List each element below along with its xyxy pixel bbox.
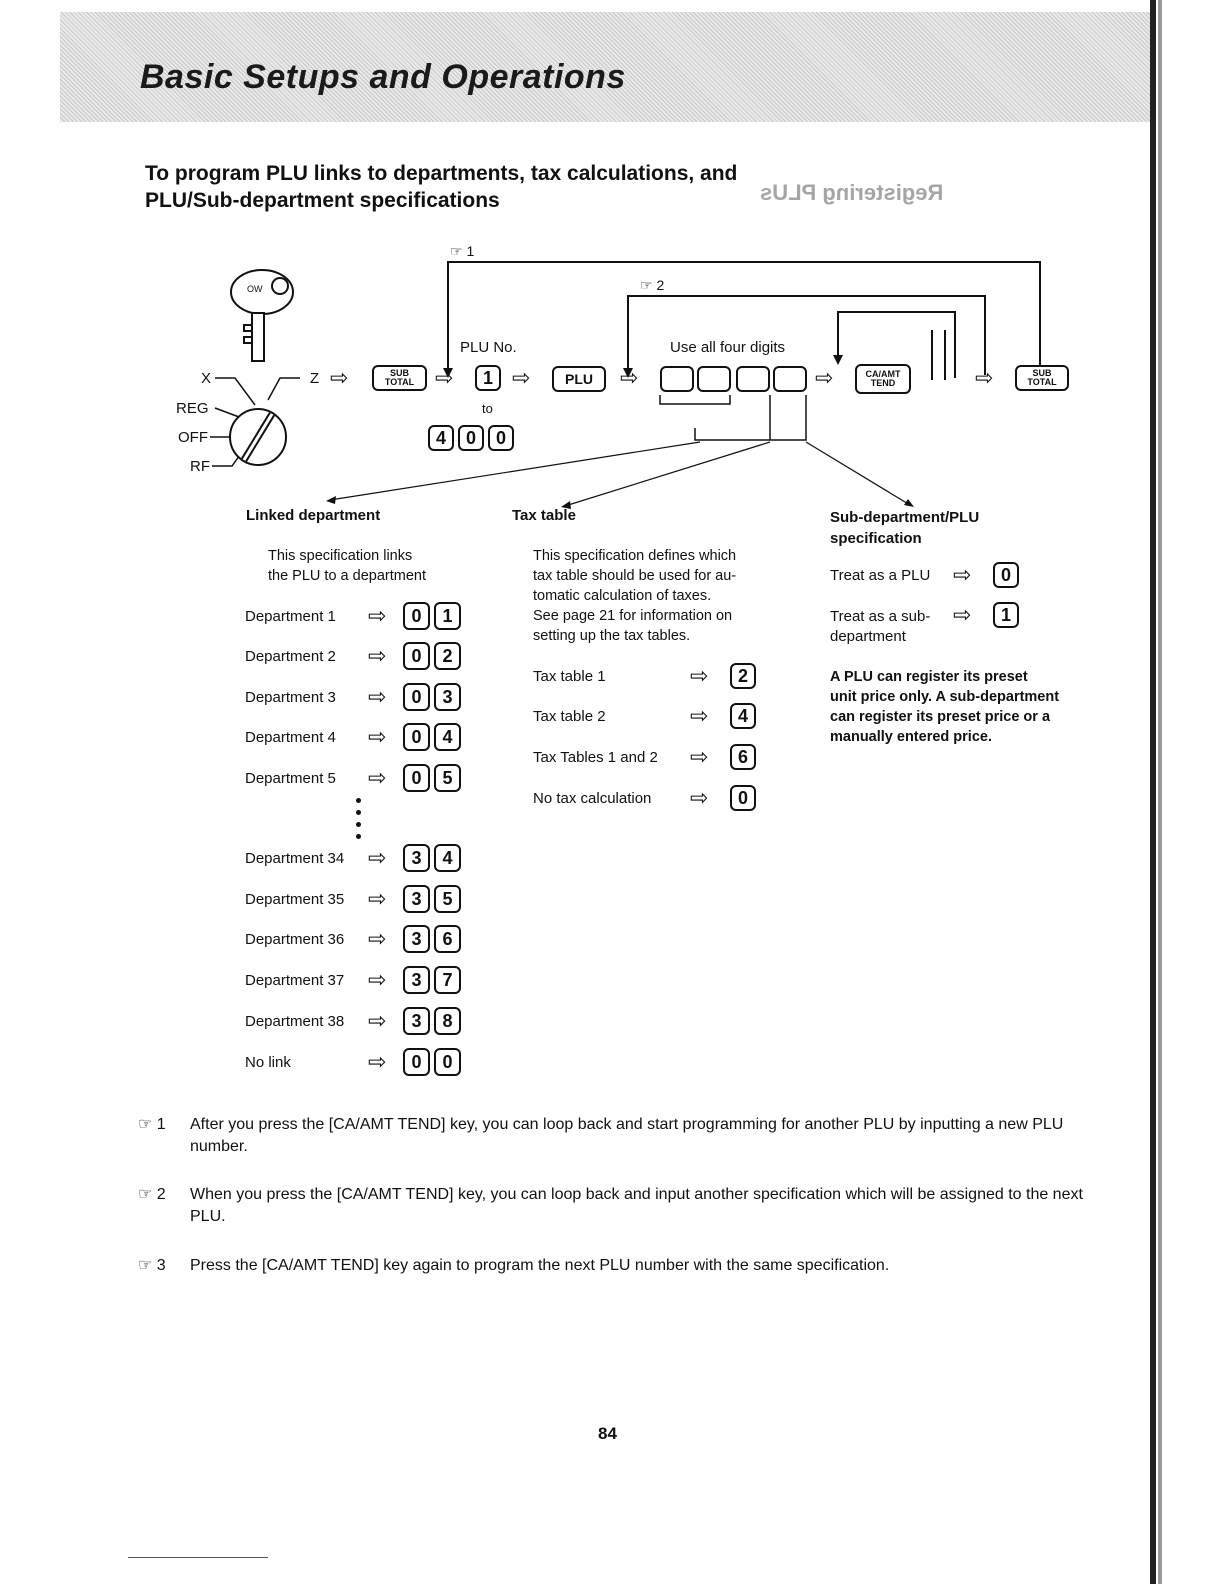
department-digit-key: 5 <box>434 764 461 792</box>
mode-x-label: X <box>201 370 212 387</box>
digit-key-0b: 0 <box>488 425 514 451</box>
department-row-label: Department 1 <box>245 608 336 625</box>
ellipsis-dot <box>356 810 361 815</box>
loop-3-arrowhead <box>833 355 843 365</box>
sub-row-label-line1: Treat as a sub- <box>830 608 931 625</box>
sub-row-label-2 <box>830 607 930 647</box>
sub-note-line: A PLU can register its preset <box>830 669 1028 685</box>
department-digit-key: 4 <box>434 723 461 751</box>
digit-key-1: 1 <box>475 365 501 391</box>
heading-line-2: PLU/Sub-department specifications <box>145 189 500 212</box>
department-digit-key: 3 <box>434 683 461 711</box>
flow-arrow-icon: ⇨ <box>368 684 387 709</box>
flow-arrow-icon: ⇨ <box>368 1049 387 1074</box>
department-digit-key: 0 <box>403 764 430 792</box>
tax-table-header: Tax table <box>512 507 576 524</box>
key-ow-label: OW <box>247 284 263 294</box>
sub-note-line: manually entered price. <box>830 729 992 745</box>
ellipsis-dot <box>356 834 361 839</box>
digit-key-0a: 0 <box>458 425 484 451</box>
flow-arrow-icon: ⇨ <box>690 785 709 810</box>
tax-desc-line: This specification defines which <box>533 548 737 564</box>
flow-arrow-icon: ⇨ <box>512 365 531 390</box>
subtotal-key-end: SUB TOTAL <box>1015 365 1069 391</box>
digit-box-3 <box>736 366 770 392</box>
sub-row-key: 0 <box>993 562 1019 588</box>
department-digit-key: 7 <box>434 966 461 994</box>
flow-arrow-icon: ⇨ <box>368 1008 387 1033</box>
linked-department-desc <box>268 546 426 586</box>
linked-department-header: Linked department <box>246 507 381 524</box>
department-row-label: Department 37 <box>245 972 345 989</box>
flow-arrow-icon: ⇨ <box>368 603 387 628</box>
tax-desc-line: setting up the tax tables. <box>533 628 691 644</box>
flow-arrow-icon: ⇨ <box>953 562 972 587</box>
ref-2-marker: ☞ 2 <box>640 277 665 293</box>
department-row-label: Department 38 <box>245 1013 345 1030</box>
mode-off-label: OFF <box>178 429 208 446</box>
department-digit-key: 3 <box>403 925 430 953</box>
department-row-label: Department 3 <box>245 689 336 706</box>
plu-key: PLU <box>552 366 606 392</box>
sub-department-header-line1: Sub-department/PLU <box>830 509 980 526</box>
footnote-text: When you press the [CA/AMT TEND] key, you can loop back and input another specification which will be assigned to the next PLU. <box>190 1186 1083 1225</box>
digit-box-4 <box>773 366 807 392</box>
ellipsis-dot <box>356 798 361 803</box>
department-digit-key: 0 <box>403 1048 430 1076</box>
footnote-1 <box>138 1114 1098 1158</box>
department-digit-key: 6 <box>434 925 461 953</box>
department-row-label: Department 34 <box>245 850 345 867</box>
flow-arrow-icon: ⇨ <box>953 602 972 627</box>
department-row-label: Department 4 <box>245 729 336 746</box>
department-digit-key: 0 <box>403 602 430 630</box>
flow-arrow-icon: ⇨ <box>368 724 387 749</box>
department-digit-key: 3 <box>403 885 430 913</box>
tax-row-label: Tax table 1 <box>533 668 606 685</box>
ellipsis-dot <box>356 822 361 827</box>
department-digit-key: 1 <box>434 602 461 630</box>
footnote-marker: ☞ 1 <box>138 1116 166 1133</box>
mode-z-label: Z <box>310 370 320 387</box>
heading-line-1: To program PLU links to departments, tax calculations, and <box>145 162 738 185</box>
tax-row-key: 2 <box>730 663 756 689</box>
sub-department-note <box>830 667 1059 747</box>
subtotal-key: SUB TOTAL <box>372 365 427 391</box>
department-row-label: Department 36 <box>245 931 345 948</box>
department-digit-key: 0 <box>403 642 430 670</box>
department-digit-key: 0 <box>434 1048 461 1076</box>
flow-arrow-icon: ⇨ <box>368 967 387 992</box>
sub-row-label-line2: department <box>830 628 906 645</box>
tax-table-desc <box>533 546 736 646</box>
sub-department-header-line2: specification <box>830 530 922 547</box>
flow-arrow-icon: ⇨ <box>690 663 709 688</box>
mode-reg-label: REG <box>176 400 209 417</box>
footnote-text: After you press the [CA/AMT TEND] key, you can loop back and start programming for another PLU by inputting a new PLU number. <box>190 1116 1064 1155</box>
bottom-link-line[interactable] <box>128 1557 268 1558</box>
sub-row-key: 1 <box>993 602 1019 628</box>
linked-department-desc-line1: This specification links <box>268 548 413 564</box>
tax-row-key: 0 <box>730 785 756 811</box>
department-digit-key: 4 <box>434 844 461 872</box>
department-digit-key: 3 <box>403 966 430 994</box>
department-row-label: No link <box>245 1054 291 1071</box>
banner-title: Basic Setups and Operations <box>140 58 626 96</box>
flow-arrow-icon: ⇨ <box>690 703 709 728</box>
use-all-four-digits-label: Use all four digits <box>670 339 786 356</box>
flow-arrow-icon: ⇨ <box>620 365 639 390</box>
digit-key-4: 4 <box>428 425 454 451</box>
flow-arrow-icon: ⇨ <box>690 744 709 769</box>
sub-row-label: Treat as a PLU <box>830 567 931 584</box>
footnote-text: Press the [CA/AMT TEND] key again to program the next PLU number with the same specification. <box>190 1257 890 1274</box>
department-digit-key: 3 <box>403 844 430 872</box>
department-row-label: Department 5 <box>245 770 336 787</box>
flow-arrow-icon: ⇨ <box>368 845 387 870</box>
page-number: 84 <box>598 1424 617 1443</box>
flow-arrow-icon: ⇨ <box>368 643 387 668</box>
sub-department-header <box>830 507 979 549</box>
mode-rf-label: RF <box>190 458 210 475</box>
flow-arrow-icon: ⇨ <box>975 365 994 390</box>
bleed-through-text: Registering PLUs <box>760 180 944 205</box>
department-row-label: Department 2 <box>245 648 336 665</box>
footnote-3 <box>138 1255 1098 1277</box>
department-digit-key: 2 <box>434 642 461 670</box>
flow-arrow-icon: ⇨ <box>330 365 349 390</box>
sub-note-line: unit price only. A sub-department <box>830 689 1060 705</box>
ca-amt-tend-key: CA/AMT TEND <box>855 364 911 394</box>
department-digit-key: 5 <box>434 885 461 913</box>
flow-arrow-icon: ⇨ <box>435 365 454 390</box>
tax-row-key: 6 <box>730 744 756 770</box>
loop-1-line <box>448 262 1040 375</box>
flow-arrow-icon: ⇨ <box>368 926 387 951</box>
tax-desc-line: See page 21 for information on <box>533 608 733 624</box>
department-digit-key: 8 <box>434 1007 461 1035</box>
footnote-2 <box>138 1184 1098 1228</box>
tax-row-label: Tax table 2 <box>533 708 606 725</box>
plu-no-label: PLU No. <box>460 339 517 356</box>
department-row-label: Department 35 <box>245 891 345 908</box>
linked-department-desc-line2: the PLU to a department <box>268 568 426 584</box>
ref-1-marker: ☞ 1 <box>450 243 475 259</box>
digit-box-1 <box>660 366 694 392</box>
tax-desc-line: tax table should be used for au- <box>533 568 737 584</box>
tax-row-key: 4 <box>730 703 756 729</box>
sub-note-line: can register its preset price or a <box>830 709 1051 725</box>
department-digit-key: 0 <box>403 683 430 711</box>
tax-row-label: No tax calculation <box>533 790 652 807</box>
flow-arrow-icon: ⇨ <box>815 365 834 390</box>
to-label: to <box>482 401 493 416</box>
department-digit-key: 0 <box>403 723 430 751</box>
footnote-marker: ☞ 3 <box>138 1257 166 1274</box>
department-digit-key: 3 <box>403 1007 430 1035</box>
digit-box-2 <box>697 366 731 392</box>
tax-desc-line: tomatic calculation of taxes. <box>533 588 712 604</box>
footnote-marker: ☞ 2 <box>138 1186 166 1203</box>
flow-arrow-icon: ⇨ <box>368 886 387 911</box>
tax-row-label: Tax Tables 1 and 2 <box>533 749 658 766</box>
flow-arrow-icon: ⇨ <box>368 765 387 790</box>
